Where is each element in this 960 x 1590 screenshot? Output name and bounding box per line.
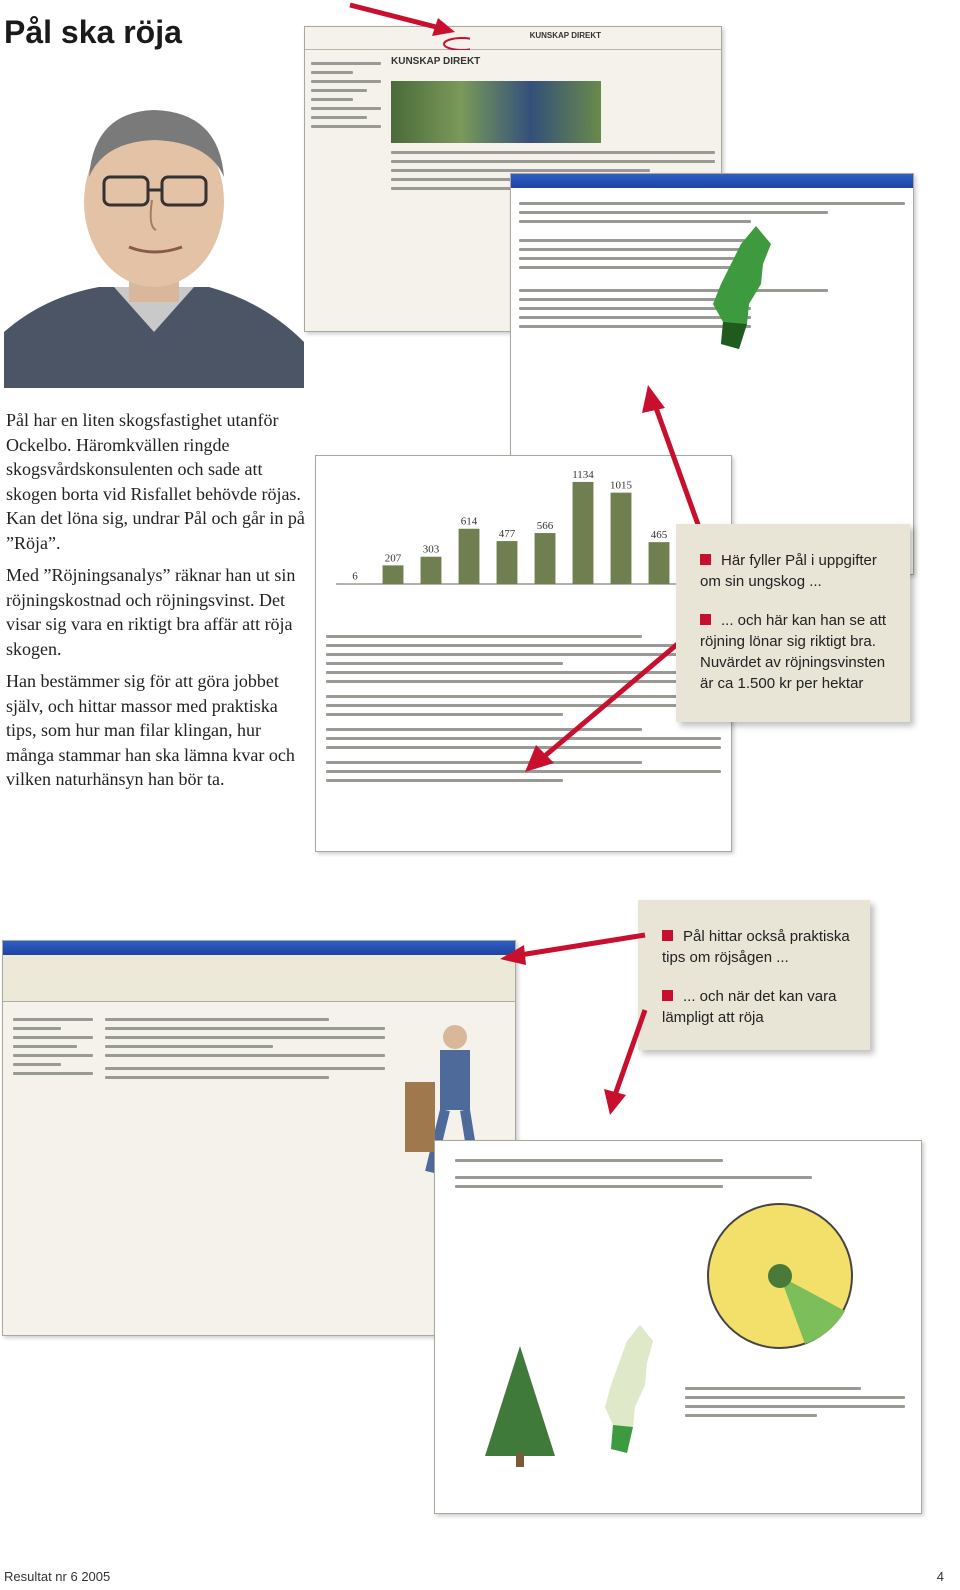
page-title: Pål ska röja [4,14,182,50]
chart-bar [459,529,480,584]
arrows-bottom-icon [490,925,660,1125]
chart-data-label: 1015 [610,479,632,492]
callout-1-item-2: ... och här kan han se att röjning lönar sig riktigt bra. Nuvärdet av röjningsvinsten är ca 1.500 kr per hektar [700,612,887,692]
forest-photo [391,81,601,143]
arrow-top-icon [340,0,470,50]
callout-1-item-1: Här fyller Pål i uppgifter om sin ungskog ... [700,552,877,590]
callout-2-item-2: ... och när det kan vara lämpligt att röja [662,988,837,1026]
season-wheel-icon [705,1201,855,1351]
chart-data-label: 614 [460,515,478,528]
man-portrait-icon [4,82,304,388]
callout-box-2 [638,900,870,1050]
bullet-square-icon [700,554,711,565]
paragraph-2: Med ”Röjningsanalys” räknar han ut sin röjningskostnad och röjningsvinst. Det visar sig vara en riktigt bra affär att röja skogen. [6,565,296,659]
paragraph-1: Pål har en liten skogsfastighet utanför Ockelbo. Häromkvällen ringde skogsvårdskonsulenten och sade att skogen borta vid Risfallet behövde röjas. Kan det löna sig, undrar Pål och går in på ”Röja”. [6,410,305,553]
chart-data-label: 303 [422,543,440,556]
sweden-map-small-icon [595,1321,665,1461]
chart-data-label: 465 [650,529,668,542]
callout-2-item-1: Pål hittar också praktiska tips om röjsågen ... [662,928,850,966]
chart-data-label: 207 [384,552,402,565]
bullet-square-icon [662,930,673,941]
chart-bar [383,565,404,584]
spruce-tree-icon [475,1341,565,1471]
site-brand: KUNSKAP DIREKT [529,31,601,40]
chart-bar [345,583,366,584]
chart-data-label: 566 [536,520,554,533]
chart-data-label: 6 [352,570,358,583]
footer-page-number: 4 [936,1569,944,1584]
paragraph-3: Han bestämmer sig för att göra jobbet själv, och hittar massor med praktiska tips, som hur man filar klingan, hur många stammar han ska lämna kvar och vilken naturhänsyn han bör ta. [6,671,295,789]
page-heading: KUNSKAP DIREKT [391,56,481,67]
bullet-square-icon [662,990,673,1001]
sweden-map-icon [701,224,791,354]
chart-data-label: 1134 [572,468,594,481]
screenshot-tidpunkt [434,1140,922,1514]
chart-bar [421,557,442,584]
article-body [6,408,306,800]
footer-publication: Resultat nr 6 2005 [4,1569,111,1584]
bullet-square-icon [700,614,711,625]
chart-data-label: 477 [498,528,516,541]
portrait-illustration [4,82,304,388]
callout-box-1 [676,524,910,722]
